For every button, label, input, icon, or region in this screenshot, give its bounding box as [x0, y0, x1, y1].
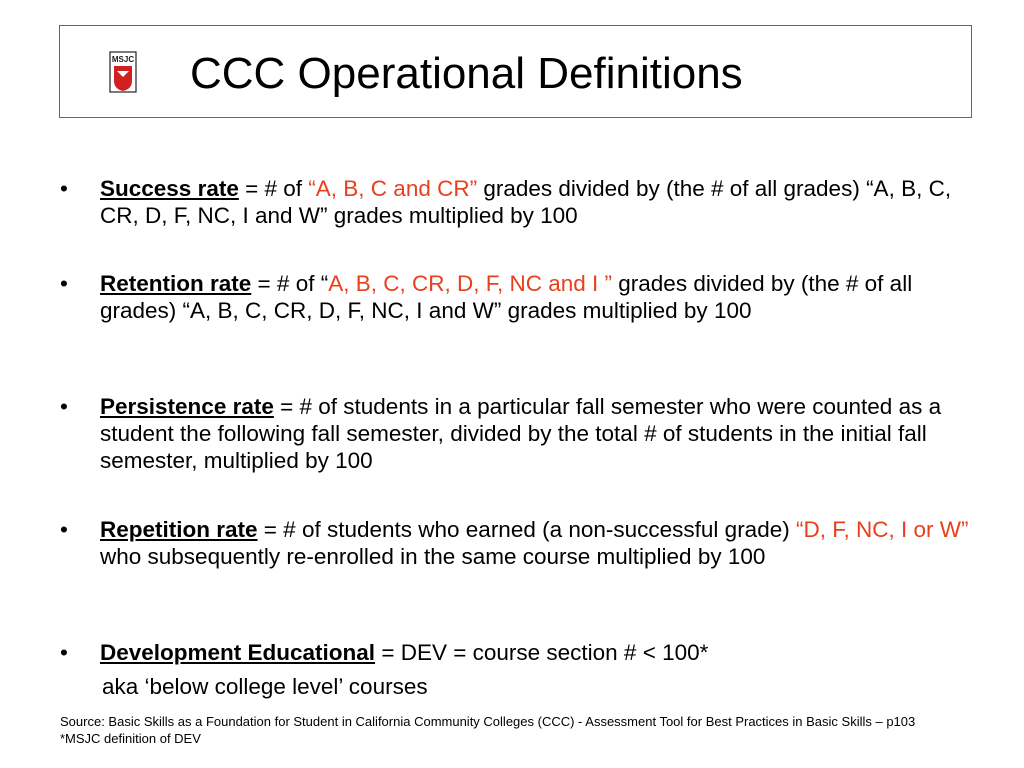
definition-text: = # of students in a particular fall semester who were counted as a student the following fall semester, divided by the total # of students in the initial fall semester, multiplied by 100 [100, 394, 942, 473]
definition-text: = DEV = course section # < 100* [375, 640, 709, 665]
list-item-development-educational [60, 639, 980, 666]
list-item-persistence-rate [60, 393, 980, 474]
term: Persistence rate [100, 394, 274, 419]
definition-text: grades divided by (the # of all grades) “A, B, C, CR, D, F, NC, I and W” grades multiplied by 100 [100, 176, 952, 228]
definition-text: = # of students who earned (a non-successful grade) [257, 517, 796, 542]
bullet-icon: • [60, 517, 68, 542]
definition-text: = # of “ [251, 271, 329, 296]
list-item-success-rate [60, 175, 980, 229]
dev-definition-note: *MSJC definition of DEV [60, 731, 201, 746]
msjc-logo-icon [109, 51, 137, 93]
term: Repetition rate [100, 517, 258, 542]
grades-highlight: “A, B, C and CR” [308, 176, 478, 201]
list-item-repetition-rate [60, 516, 980, 570]
grades-highlight: A, B, C, CR, D, F, NC and I ” [328, 271, 613, 296]
term: Retention rate [100, 271, 252, 296]
slide-title: CCC Operational Definitions [190, 49, 743, 98]
grades-highlight: “D, F, NC, I or W” [795, 517, 969, 542]
title-box [59, 25, 972, 118]
list-item-retention-rate [60, 270, 980, 324]
term: Development Educational [100, 640, 376, 665]
bullet-icon: • [60, 271, 68, 296]
term: Success rate [100, 176, 239, 201]
definition-text: grades divided by (the # of all grades) “A, B, C, CR, D, F, NC, I and W” grades multiplied by 100 [100, 271, 913, 323]
aka-note: aka ‘below college level’ courses [102, 674, 428, 699]
bullet-icon: • [60, 176, 68, 201]
source-citation: Source: Basic Skills as a Foundation for Student in California Community Colleges (CCC) - Assessment Tool for Best Practices in Basic Skills – p103 [60, 714, 916, 729]
bullet-icon: • [60, 394, 68, 419]
footer [60, 713, 915, 747]
svg-text:MSJC: MSJC [111, 55, 135, 64]
definition-text: who subsequently re-enrolled in the same course multiplied by 100 [100, 544, 766, 569]
bullet-icon: • [60, 640, 68, 665]
definition-text: = # of [238, 176, 309, 201]
